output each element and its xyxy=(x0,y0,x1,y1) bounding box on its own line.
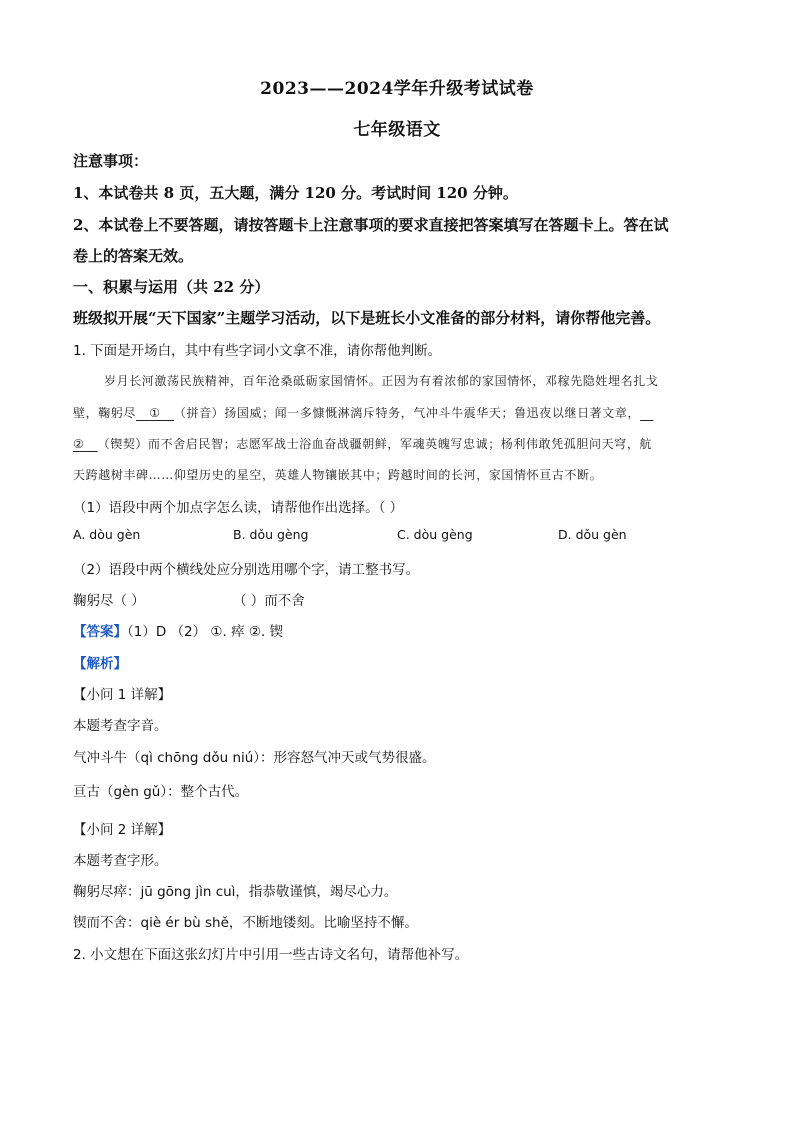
analysis-label: 【解析】 xyxy=(73,656,127,672)
section-intro: 班级拟开展“天下国家”主题学习活动，以下是班长小文准备的部分材料，请你帮他完善。 xyxy=(73,309,661,327)
sub1-line-2: 气冲斗牛（qì chōng dǒu niú）：形容怒气冲天或气势很盛。 xyxy=(73,750,436,766)
notice-item-2-cont: 卷上的答案无效。 xyxy=(73,247,194,265)
blank-2-label: ② xyxy=(73,437,85,451)
passage-line-1: 岁月长河激荡民族精神，百年沧桑砥砺家国情怀。正因为有着浓郁的家国情怀，邓稼先隐姓埋名扎戈 xyxy=(104,374,659,388)
sub-question-2-stem: （2）语段中两个横线处应分别选用哪个字，请工整书写。 xyxy=(73,562,420,578)
blank-2 xyxy=(73,437,98,451)
question-1-stem: 1. 下面是开场白，其中有些字词小文拿不准，请你帮他判断。 xyxy=(73,343,442,359)
option-c: C. dòu gèng xyxy=(397,527,473,542)
passage-line-4: 天跨越树丰碑……仰望历史的星空，英雄人物镶嵌其中；跨越时间的长河，家国情怀亘古不断。 xyxy=(73,468,603,482)
sub-question-1-stem: （1）语段中两个加点字怎么读，请帮他作出选择。（ ） xyxy=(73,500,404,516)
question-2-stem: 2. 小文想在下面这张幻灯片中引用一些古诗文名句，请帮他补写。 xyxy=(73,947,469,963)
notice-heading: 注意事项： xyxy=(73,152,149,170)
option-b: B. dǒu gèng xyxy=(233,527,309,542)
page-title: 2023——2024学年升级考试试卷 xyxy=(260,79,534,99)
option-d: D. dǒu gèn xyxy=(558,527,627,542)
fill-b: （ ）而不舍 xyxy=(233,593,305,609)
section-heading: 一、积累与运用（共 22 分） xyxy=(73,278,270,296)
sub2-heading: 【小问 2 详解】 xyxy=(73,822,172,838)
sub1-line-1: 本题考查字音。 xyxy=(73,718,168,734)
passage-line-3 xyxy=(73,435,733,452)
notice-item-1: 1、本试卷共 8 页，五大题，满分 120 分。考试时间 120 分钟。 xyxy=(73,184,518,202)
sub2-line-2: 鞠躬尽瘁：jū gōng jìn cuì，指恭敬谨慎，竭尽心力。 xyxy=(73,884,398,900)
answer-content: （1）D （2） ①. 瘁 ②. 锲 xyxy=(127,624,284,640)
answer-row xyxy=(73,620,733,640)
option-a: A. dòu gèn xyxy=(73,527,141,542)
blank-1 xyxy=(136,406,174,420)
sub1-line-3: 亘古（gèn gǔ）：整个古代。 xyxy=(73,784,249,800)
passage-text: （锲契）而不舍启民智；志愿军战士浴血奋战疆朝鲜，军魂英魄写忠诚；杨利伟敢凭孤胆问天穹，航 xyxy=(97,437,653,451)
sub2-line-3: 锲而不舍：qiè ér bù shě，不断地镂刻。比喻坚持不懈。 xyxy=(73,915,418,931)
answer-label: 【答案】 xyxy=(73,624,127,640)
sub1-heading: 【小问 1 详解】 xyxy=(73,687,172,703)
passage-text: （拼音）扬国威；闻一多慷慨淋漓斥特务，气冲斗牛震华天；鲁迅夜以继日著文章， xyxy=(173,406,641,420)
passage-text: 壁，鞠躬尽 xyxy=(73,406,137,420)
page-subtitle: 七年级语文 xyxy=(353,120,441,140)
notice-item-2: 2、本试卷上不要答题，请按答题卡上注意事项的要求直接把答案填写在答题卡上。答在试 xyxy=(73,216,669,234)
passage-line-2 xyxy=(73,404,733,421)
sub2-line-1: 本题考查字形。 xyxy=(73,853,168,869)
blank-line xyxy=(640,406,653,420)
fill-a: 鞠躬尽（ ） xyxy=(73,593,145,609)
blank-1-label: ① xyxy=(149,406,161,420)
